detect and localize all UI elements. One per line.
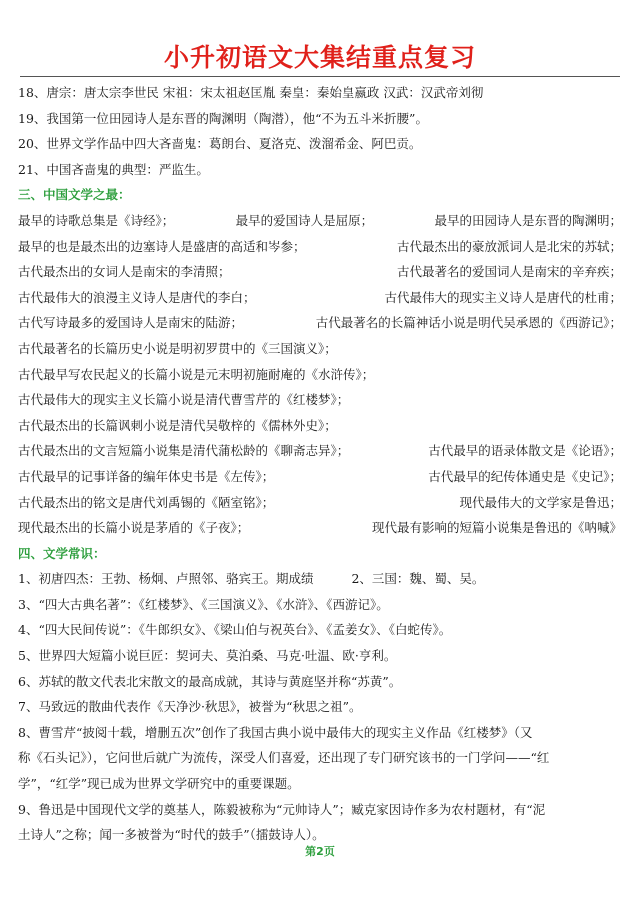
text-item: 古代最著名的长篇神话小说是明代吴承恩的《西游记》； [315, 315, 622, 331]
text-line: 19、我国第一位田园诗人是东晋的陶渊明（陶潜），他“不为五斗米折腰”。 [18, 110, 428, 126]
text-line [18, 566, 628, 592]
text-item: 古代写诗最多的爱国诗人是南宋的陆游； [18, 315, 244, 331]
text-item: 古代最早写农民起义的长篇小说是元末明初施耐庵的《水浒传》； [18, 366, 375, 382]
text-line: 20、世界文学作品中四大吝啬鬼：葛朗台、夏洛克、泼溜希金、阿巴贡。 [18, 136, 422, 152]
text-line: 3、“四大古典名著”：《红楼梦》、《三国演义》、《水浒》、《西游记》。 [18, 596, 389, 612]
text-item: 2、三国：魏、蜀、吴。 [351, 571, 485, 587]
title-divider [20, 76, 620, 77]
text-item: 现代最伟大的文学家是鲁迅； [459, 494, 622, 510]
text-item: 最早的爱国诗人是屈原； [235, 212, 374, 228]
text-item: 最早的也是最杰出的边塞诗人是盛唐的高适和岑参； [18, 238, 306, 254]
text-line: 7、马致远的散曲代表作《天净沙·秋思》，被誉为“秋思之祖”。 [18, 699, 362, 715]
text-item: 现代最有影响的短篇小说集是鲁迅的《呐喊》 [371, 520, 622, 536]
text-line: 称《石头记》），它问世后就广为流传，深受人们喜爱，还出现了专门研究该书的一门学问——“红 [18, 750, 550, 766]
text-item: 最早的诗歌总集是《诗经》； [18, 212, 175, 228]
text-item: 最早的田园诗人是东晋的陶渊明； [434, 212, 622, 228]
text-line [18, 387, 628, 413]
text-line: 8、曹雪芹“披阅十载，增删五次”创作了我国古典小说中最伟大的现实主义作品《红楼梦》（又 [18, 724, 533, 740]
text-item: 古代最早的记事详备的编年体史书是《左传》； [18, 468, 275, 484]
text-item: 古代最早的语录体散文是《论语》； [428, 443, 622, 459]
text-item: 古代最著名的长篇历史小说是明初罗贯中的《三国演义》； [18, 340, 337, 356]
text-line [18, 438, 628, 464]
text-line [18, 490, 628, 516]
text-item: 古代最著名的爱国词人是南宋的辛弃疾； [396, 264, 622, 280]
text-line [18, 234, 628, 260]
text-item: 现代最杰出的长篇小说是茅盾的《子夜》； [18, 520, 250, 536]
text-line: 21、中国吝啬鬼的典型：严监生。 [18, 161, 209, 177]
text-item: 古代最杰出的文言短篇小说集是清代蒲松龄的《聊斋志异》； [18, 443, 350, 459]
text-line [18, 310, 628, 336]
text-line [18, 362, 628, 388]
text-item: 古代最伟大的现实主义长篇小说是清代曹雪芹的《红楼梦》； [18, 392, 350, 408]
text-item: 古代最杰出的女词人是南宋的李清照； [18, 264, 231, 280]
text-item: 古代最杰出的豪放派词人是北宋的苏轼； [396, 238, 622, 254]
section-heading-literary-firsts: 三、中国文学之最： [18, 187, 131, 203]
text-item: 古代最伟大的现实主义诗人是唐代的杜甫； [384, 289, 622, 305]
text-item: 古代最伟大的浪漫主义诗人是唐代的李白； [18, 289, 256, 305]
text-line: 6、苏轼的散文代表北宋散文的最高成就，其诗与黄庭坚并称“苏黄”。 [18, 673, 402, 689]
text-line [18, 208, 628, 234]
document-body [18, 80, 628, 848]
text-line: 9、鲁迅是中国现代文学的奠基人，陈毅被称为“元帅诗人”；臧克家因诗作多为农村题材，有“泥 [18, 801, 546, 817]
text-line: 18、唐宗：唐太宗李世民 宋祖：宋太祖赵匡胤 秦皇：秦始皇嬴政 汉武：汉武帝刘彻 [18, 85, 484, 100]
text-item: 1、初唐四杰：王勃、杨炯、卢照邻、骆宾王。期成绩 [18, 571, 314, 587]
page-number: 第2页 [305, 845, 335, 858]
text-line: 土诗人”之称；闻一多被誉为“时代的鼓手”（擂鼓诗人）。 [18, 827, 325, 843]
text-line [18, 515, 628, 541]
text-line: 4、“四大民间传说”：《牛郎织女》、《梁山伯与祝英台》、《孟姜女》、《白蛇传》。 [18, 622, 452, 638]
text-line: 学”，“红学”现已成为世界文学研究中的重要课题。 [18, 776, 300, 792]
text-line: 5、世界四大短篇小说巨匠：契诃夫、莫泊桑、马克·吐温、欧·亨利。 [18, 648, 397, 664]
text-line [18, 259, 628, 285]
section-heading-literary-knowledge: 四、文学常识： [18, 545, 106, 561]
text-line [18, 413, 628, 439]
text-line [18, 285, 628, 311]
page-title: 小升初语文大集结重点复习 [163, 43, 476, 72]
text-line [18, 464, 628, 490]
text-item: 古代最杰出的长篇讽刺小说是清代吴敬梓的《儒林外史》； [18, 417, 337, 433]
text-item: 古代最杰出的铭文是唐代刘禹锡的《陋室铭》； [18, 494, 275, 510]
text-item: 古代最早的纪传体通史是《史记》； [428, 468, 622, 484]
text-line [18, 336, 628, 362]
